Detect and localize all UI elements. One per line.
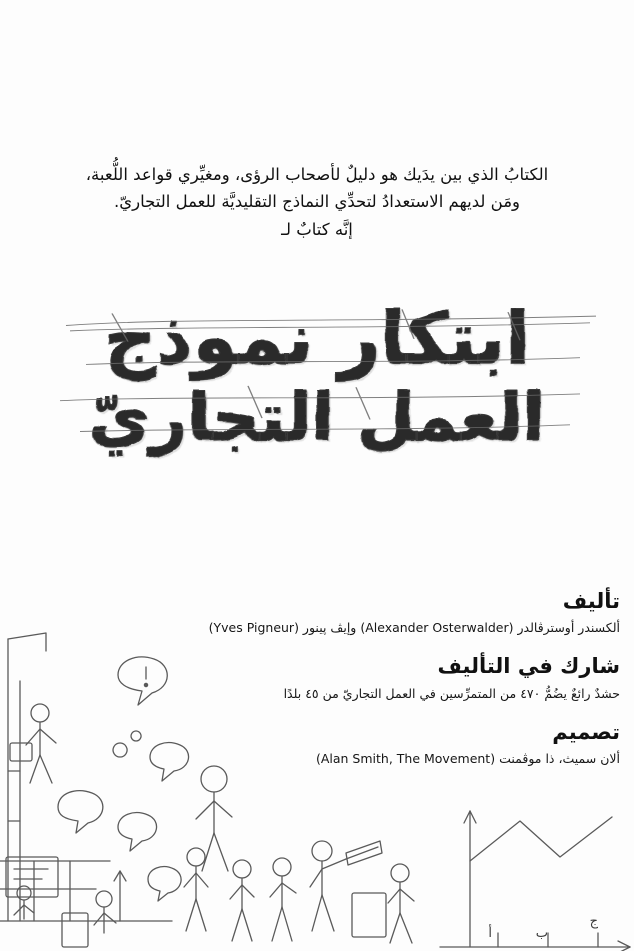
- axis-label-alef: أ: [488, 926, 492, 941]
- intro-paragraph: [8, 162, 626, 244]
- book-title: [0, 296, 634, 456]
- intro-line-1: الكتابُ الذي بين يدَيك هو دليلٌ لأصحاب الرؤى، ومغيِّري قواعد اللُّعبة،: [85, 165, 549, 184]
- credit-block-design: [0, 719, 620, 768]
- credit-names-contributors: حشدٌ رائعٌ يضُمُّ ٤٧٠ من المتمرِّسين في العمل التجاريّ من ٤٥ بلدًا: [283, 685, 620, 701]
- credit-names-design: ألان سميث، ذا موڤمنت (Alan Smith, The Movement): [315, 751, 620, 767]
- credit-role-author: تأليف: [562, 589, 620, 613]
- credit-names-author: ألكسندر أوسترڤالدر (Alexander Osterwalder) وإيڤ پينور (Yves Pigneur): [208, 620, 620, 636]
- credit-block-contributors: [0, 653, 620, 702]
- credit-role-design: تصميم: [552, 719, 620, 744]
- intro-line-3: إنَّه كتابٌ لـ: [281, 220, 353, 240]
- credit-role-contributors: شارك في التأليف: [437, 654, 620, 679]
- axis-label-jeem: ج: [589, 914, 598, 929]
- book-title-line-2: العمل التجاريّ: [89, 378, 545, 456]
- axis-label-baa: ب: [535, 926, 548, 941]
- credits-list: [0, 588, 620, 786]
- credit-block-author: [0, 588, 620, 637]
- intro-line-2: ومَن لديهم الاستعدادُ لتحدِّي النماذج التقليديَّة للعمل التجاريّ.: [113, 191, 521, 211]
- book-title-line-1: ابتكار نموذج: [104, 296, 530, 380]
